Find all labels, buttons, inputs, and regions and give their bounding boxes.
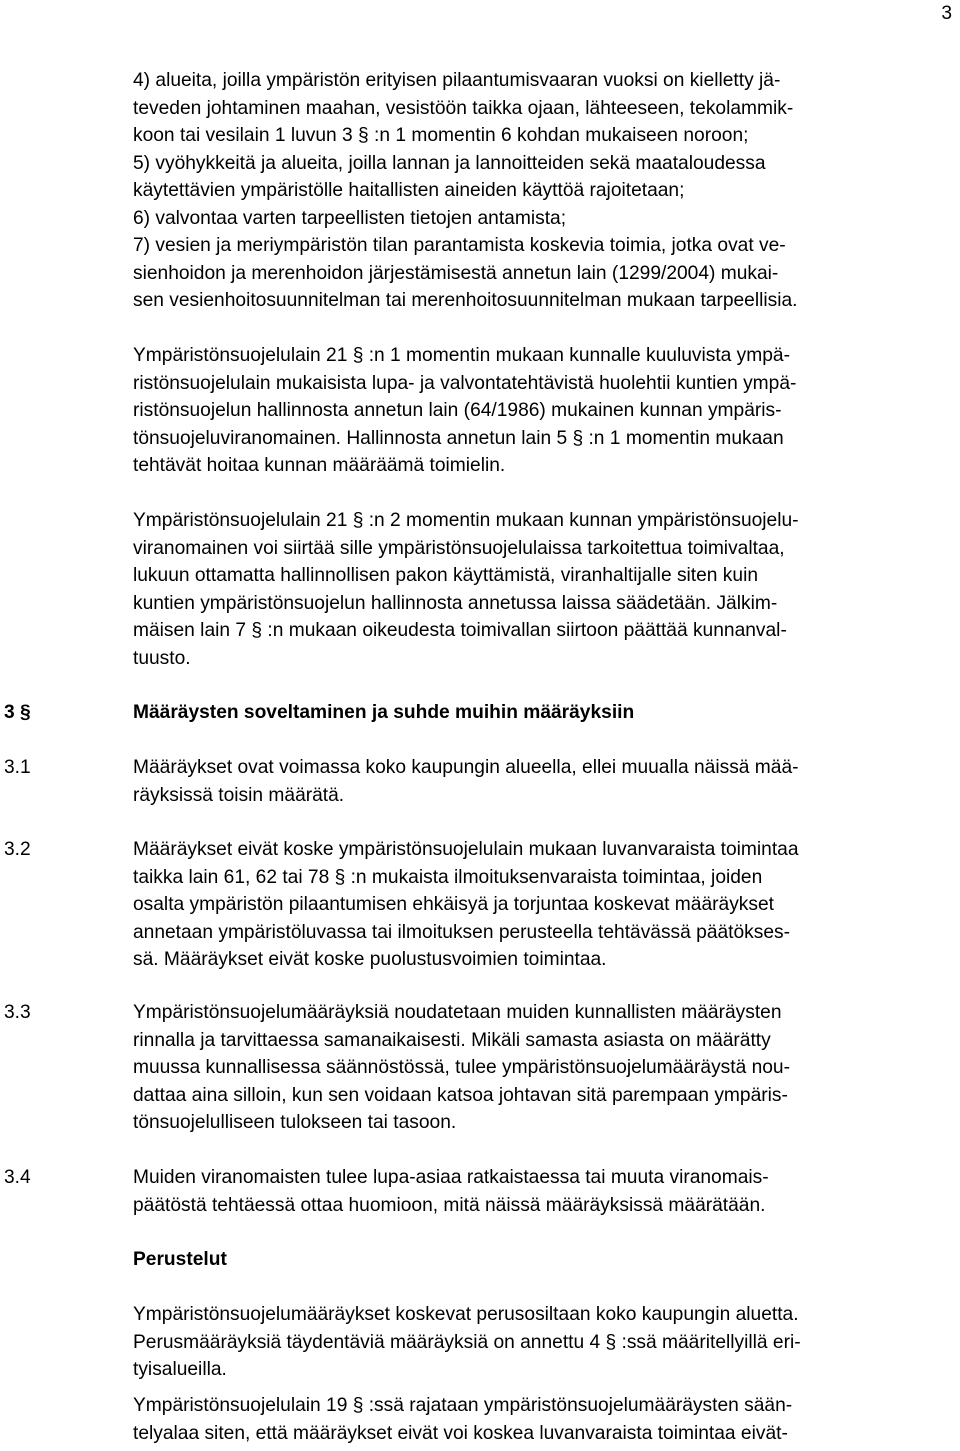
text-line: Perusmääräyksiä täydentäviä määräyksiä on annettu 4 § :ssä määritellyillä eri- [133, 1331, 801, 1353]
text-line: tönsuojeluviranomainen. Hallinnosta annetun lain 5 § :n 1 momentin mukaan [133, 427, 784, 449]
list-items [133, 67, 955, 315]
text-line: Määräykset eivät koske ympäristönsuojelulain mukaan luvanvaraista toimintaa [133, 839, 799, 860]
subsection-number-3-2: 3.2 [4, 839, 31, 860]
subsection-3-4 [133, 1164, 955, 1219]
text-line: Ympäristönsuojelulain 19 § :ssä rajataan ympäristönsuojelumääräysten sään- [133, 1395, 793, 1416]
text-line: ristönsuojelulain mukaisista lupa- ja valvontatehtävistä huolehtii kuntien ympä- [133, 372, 797, 394]
list-item-6 [133, 205, 955, 233]
subsection-number-3-3: 3.3 [4, 1002, 31, 1023]
section-number: 3 § [4, 702, 31, 723]
subsection-number-3-4: 3.4 [4, 1167, 31, 1188]
text-line: 5) vyöhykkeitä ja alueita, joilla lannan ja lannoitteiden sekä maataloudessa [133, 152, 766, 174]
text-line: tuusto. [133, 647, 191, 669]
text-line: kuntien ympäristönsuojelun hallinnosta annetussa laissa säädetään. Jälkim- [133, 592, 778, 614]
text-line: 4) alueita, joilla ympäristön erityisen pilaantumisvaaran vuoksi on kielletty jä- [133, 70, 781, 91]
text-line: sienhoidon ja merenhoidon järjestämisestä annetun lain (1299/2004) mukai- [133, 262, 779, 284]
text-line: sen vesienhoitosuunnitelman tai merenhoitosuunnitelman mukaan tarpeellisia. [133, 290, 798, 311]
list-item-4 [133, 67, 955, 150]
text-line: tönsuojelulliseen tulokseen tai tasoon. [133, 1112, 457, 1133]
text-line: muussa kunnallisessa säännöstössä, tulee ympäristönsuojelumääräystä nou- [133, 1057, 790, 1078]
perustelut-heading: Perustelut [133, 1249, 227, 1270]
text-line: taikka lain 61, 62 tai 78 § :n mukaista ilmoituksenvaraista toimintaa, joiden [133, 866, 763, 888]
text-line: tehtävät hoitaa kunnan määräämä toimielin. [133, 455, 506, 476]
paragraph-municipal-authority [133, 342, 955, 480]
text-line: sä. Määräykset eivät koske puolustusvoimien toimintaa. [133, 949, 607, 970]
text-line: räyksissä toisin määrätä. [133, 784, 345, 806]
text-line: 7) vesien ja meriympäristön tilan parantamista koskevia toimia, jotka ovat ve- [133, 235, 786, 256]
text-line: Ympäristönsuojelulain 21 § :n 1 momentin mukaan kunnalle kuuluvista ympä- [133, 345, 790, 366]
paragraph-delegation [133, 507, 955, 672]
text-line: lukuun ottamatta hallinnollisen pakon käyttämistä, viranhaltijalle siten kuin [133, 565, 759, 586]
text-line: rinnalla ja tarvittaessa samanaikaisesti. Mikäli samasta asiasta on määrätty [133, 1029, 771, 1051]
text-line: Ympäristönsuojelumääräykset koskevat perusosiltaan koko kaupungin aluetta. [133, 1304, 799, 1325]
perustelut-paragraph-1 [133, 1301, 955, 1384]
text-line: osalta ympäristön pilaantumisen ehkäisyä ja torjuntaa koskevat määräykset [133, 894, 774, 915]
text-line: Ympäristönsuojelulain 21 § :n 2 momentin mukaan kunnan ympäristönsuojelu- [133, 510, 799, 531]
subsection-3-3 [133, 999, 955, 1137]
text-line: mäisen lain 7 § :n mukaan oikeudesta toimivallan siirtoon päättää kunnanval- [133, 620, 787, 641]
text-line: Määräykset ovat voimassa koko kaupungin alueella, ellei muualla näissä mää- [133, 757, 799, 778]
text-line: telyalaa siten, että määräykset eivät voi koskea luvanvaraista toimintaa eivät- [133, 1422, 788, 1444]
text-line: päätöstä tehtäessä ottaa huomioon, mitä näissä määräyksissä määrätään. [133, 1194, 766, 1216]
subsection-number-3-1: 3.1 [4, 757, 31, 778]
text-line: dattaa aina silloin, kun sen voidaan katsoa johtavan sitä parempaan ympäris- [133, 1084, 788, 1106]
list-item-7 [133, 232, 955, 315]
text-line: 6) valvontaa varten tarpeellisten tietojen antamista; [133, 207, 567, 229]
text-line: teveden johtaminen maahan, vesistöön taikka ojaan, lähteeseen, tekolammik- [133, 97, 794, 119]
text-line: käytettävien ympäristölle haitallisten aineiden käyttöä rajoitetaan; [133, 180, 685, 201]
text-line: Ympäristönsuojelumääräyksiä noudatetaan muiden kunnallisten määräysten [133, 1002, 782, 1023]
page-number: 3 [941, 3, 952, 24]
text-line: annetaan ympäristöluvassa tai ilmoituksen perusteella tehtävässä päätökses- [133, 921, 791, 943]
subsection-3-1 [133, 754, 955, 809]
section-title: Määräysten soveltaminen ja suhde muihin määräyksiin [133, 702, 635, 723]
text-line: tyisalueilla. [133, 1359, 227, 1380]
subsection-3-2 [133, 836, 955, 974]
perustelut-paragraph-2 [133, 1392, 955, 1447]
text-line: ristönsuojelun hallinnosta annetun lain (64/1986) mukainen kunnan ympäris- [133, 400, 782, 421]
text-line: koon tai vesilain 1 luvun 3 § :n 1 momentin 6 kohdan mukaiseen noroon; [133, 125, 749, 146]
text-line: viranomainen voi siirtää sille ympäristönsuojelulaissa tarkoitettua toimivaltaa, [133, 537, 785, 559]
list-item-5 [133, 150, 955, 205]
text-line: Muiden viranomaisten tulee lupa-asiaa ratkaistaessa tai muuta viranomais- [133, 1167, 769, 1188]
